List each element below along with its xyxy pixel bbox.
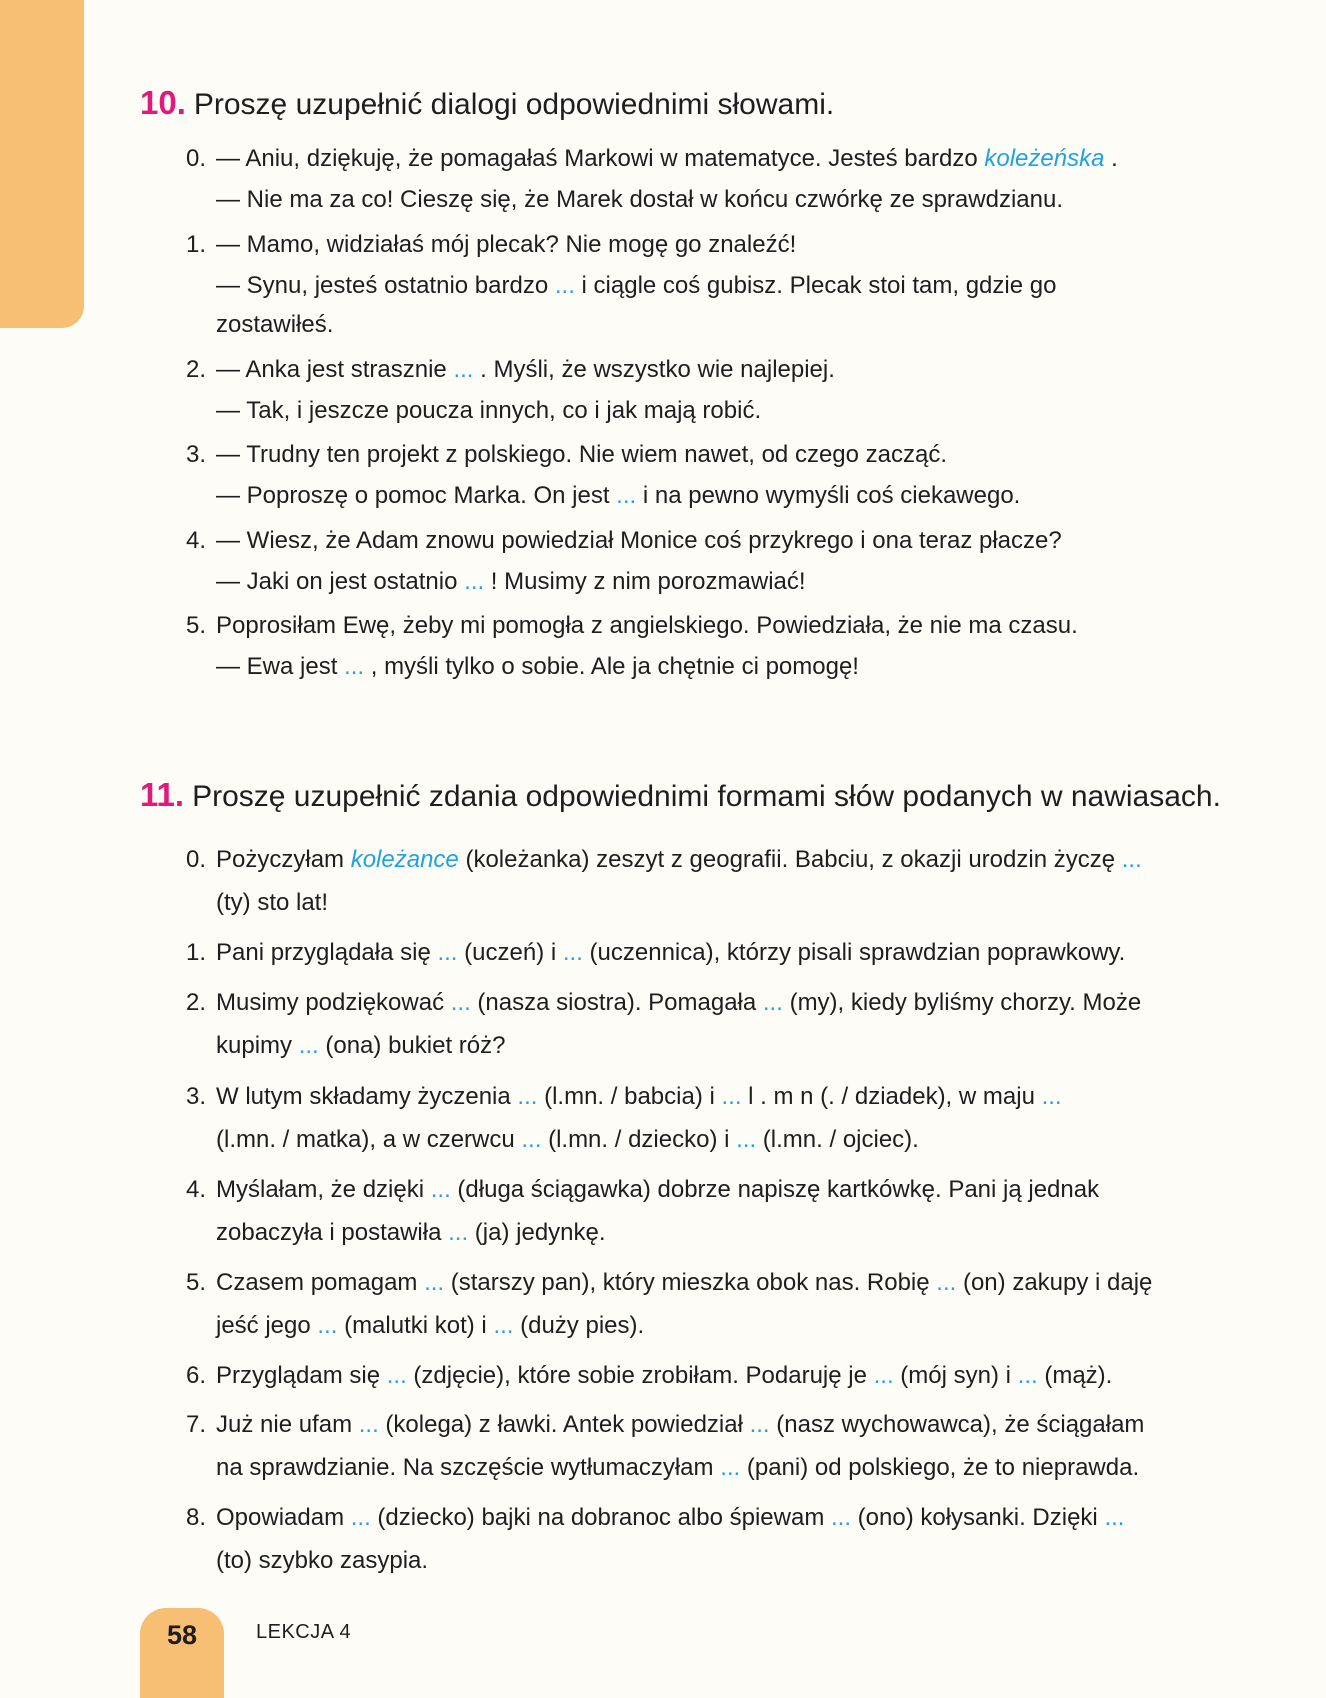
item-number: 3.: [186, 1083, 207, 1110]
blank-gap: ...: [873, 1362, 894, 1389]
ex11-line: [216, 1453, 1139, 1483]
line-text: Już nie ufam: [216, 1411, 359, 1438]
ex11-line: [186, 1361, 1112, 1391]
blank-gap: ...: [554, 272, 575, 299]
ex10-line: [216, 481, 1020, 511]
ex11-line: [186, 1503, 1124, 1533]
exercise-11-number: 11.: [140, 776, 185, 813]
blank-gap: ...: [936, 1269, 957, 1296]
ex11-line: [186, 1175, 1099, 1205]
ex10-line: [186, 355, 835, 385]
line-text: kupimy: [216, 1032, 299, 1059]
line-text: (starszy pan), który mieszka obok nas. Robię: [444, 1269, 937, 1296]
item-number: 0.: [186, 846, 207, 873]
ex10-line: [186, 144, 1118, 174]
blank-gap: ...: [1104, 1504, 1125, 1531]
blank-gap: ...: [762, 989, 783, 1016]
ex10-line: [186, 440, 947, 470]
item-number: 2.: [186, 356, 207, 383]
item-number: 7.: [186, 1411, 207, 1438]
ex11-line: [216, 1125, 919, 1155]
line-text: — Mamo, widziałaś mój plecak? Nie mogę go znaleźć!: [216, 231, 797, 258]
item-number: 8.: [186, 1504, 207, 1531]
line-text: (l.mn. / matka), a w czerwcu: [216, 1126, 522, 1153]
line-text: (nasza siostra). Pomagała: [470, 989, 763, 1016]
item-number: 5.: [186, 1269, 207, 1296]
line-text: Czasem pomagam: [216, 1269, 425, 1296]
line-text: (l.mn. / dziecko) i: [541, 1126, 737, 1153]
line-text: zobaczyła i postawiła: [216, 1219, 449, 1246]
line-text: (uczeń) i: [457, 939, 563, 966]
line-text: (pani) od polskiego, że to nieprawda.: [740, 1454, 1140, 1481]
ex10-line: [186, 611, 1078, 641]
page-number-badge: [140, 1608, 224, 1698]
ex11-line: [216, 888, 328, 918]
exercise-11-heading: [140, 776, 1221, 814]
line-text: (nasz wychowawca), że ściągałam: [769, 1411, 1145, 1438]
line-text: (uczennica), którzy pisali sprawdzian poprawkowy.: [582, 939, 1126, 966]
item-number: 0.: [186, 145, 207, 172]
exercise-10-heading: [140, 84, 834, 122]
line-text: . Myśli, że wszystko wie najlepiej.: [473, 356, 835, 383]
blank-gap: ...: [720, 1454, 741, 1481]
line-text: — Ewa jest: [216, 653, 345, 680]
line-text: (długa ściągawka) dobrze napiszę kartkówkę. Pani ją jednak: [450, 1176, 1100, 1203]
line-text: — Aniu, dziękuję, że pomagałaś Markowi w matematyce. Jesteś bardzo: [216, 145, 985, 172]
line-text: (l.mn. / ojciec).: [756, 1126, 919, 1153]
line-text: W lutym składamy życzenia: [216, 1083, 518, 1110]
item-number: 1.: [186, 231, 207, 258]
line-text: (ono) kołysanki. Dzięki: [851, 1504, 1105, 1531]
example-answer: koleżance: [350, 846, 459, 873]
item-number: 6.: [186, 1362, 207, 1389]
ex10-line: [216, 310, 333, 340]
exercise-10-title: Proszę uzupełnić dialogi odpowiednimi słowami.: [193, 88, 835, 121]
ex10-line: [216, 185, 1063, 215]
line-text: (malutki kot) i: [337, 1312, 494, 1339]
item-number: 5.: [186, 612, 207, 639]
blank-gap: ...: [424, 1269, 445, 1296]
line-text: Opowiadam: [216, 1504, 351, 1531]
line-text: (l.mn. / babcia) i: [537, 1083, 722, 1110]
ex10-line: [216, 567, 806, 597]
line-text: zostawiłeś.: [216, 311, 334, 338]
ex11-line: [216, 1311, 644, 1341]
line-text: Pani przyglądała się: [216, 939, 438, 966]
item-number: 3.: [186, 441, 207, 468]
blank-gap: ...: [1121, 846, 1142, 873]
line-text: (on) zakupy i daję: [956, 1269, 1153, 1296]
blank-gap: ...: [464, 568, 485, 595]
line-text: (mój syn) i: [893, 1362, 1018, 1389]
blank-gap: ...: [344, 653, 365, 680]
ex11-line: [186, 1268, 1152, 1298]
ex11-line: [216, 1031, 505, 1061]
blank-gap: ...: [358, 1411, 379, 1438]
line-text: i ciągle coś gubisz. Plecak stoi tam, gdzie go: [574, 272, 1057, 299]
line-text: na sprawdzianie. Na szczęście wytłumaczyłam: [216, 1454, 721, 1481]
blank-gap: ...: [350, 1504, 371, 1531]
line-text: — Trudny ten projekt z polskiego. Nie wiem nawet, od czego zacząć.: [216, 441, 948, 468]
ex11-line: [186, 845, 1142, 875]
ex11-line: [186, 938, 1125, 968]
line-text: (ona) bukiet róż?: [318, 1032, 506, 1059]
blank-gap: ...: [1041, 1083, 1062, 1110]
corner-tab-decoration: [0, 0, 84, 328]
line-text: — Tak, i jeszcze poucza innych, co i jak mają robić.: [216, 397, 762, 424]
line-text: (koleżanka) zeszyt z geografii. Babciu, z okazji urodzin życzę: [458, 846, 1122, 873]
line-text: Poprosiłam Ewę, żeby mi pomogła z angielskiego. Powiedziała, że nie ma czasu.: [216, 612, 1078, 639]
line-text: — Anka jest strasznie: [216, 356, 454, 383]
ex10-line: [186, 230, 796, 260]
blank-gap: ...: [736, 1126, 757, 1153]
line-text: — Synu, jesteś ostatnio bardzo: [216, 272, 555, 299]
blank-gap: ...: [430, 1176, 451, 1203]
line-text: — Wiesz, że Adam znowu powiedział Monice coś przykrego i ona teraz płacze?: [216, 527, 1062, 554]
blank-gap: ...: [450, 989, 471, 1016]
blank-gap: ...: [1017, 1362, 1038, 1389]
line-text: — Nie ma za co! Cieszę się, że Marek dostał w końcu czwórkę ze sprawdzianu.: [216, 186, 1063, 213]
ex10-line: [216, 396, 761, 426]
ex10-line: [186, 526, 1062, 556]
line-text: i na pewno wymyśli coś ciekawego.: [636, 482, 1021, 509]
example-answer: koleżeńska: [984, 145, 1105, 172]
blank-gap: ...: [448, 1219, 469, 1246]
blank-gap: ...: [562, 939, 583, 966]
page-number: 58: [166, 1620, 198, 1650]
ex11-line: [186, 1410, 1144, 1440]
exercise-10-number: 10.: [140, 84, 186, 121]
line-text: l . m n (. / dziadek), w maju: [741, 1083, 1042, 1110]
item-number: 4.: [186, 527, 207, 554]
line-text: (to) szybko zasypia.: [216, 1547, 429, 1574]
item-number: 4.: [186, 1176, 207, 1203]
item-number: 2.: [186, 989, 207, 1016]
blank-gap: ...: [317, 1312, 338, 1339]
line-text: — Jaki on jest ostatnio: [216, 568, 465, 595]
blank-gap: ...: [831, 1504, 852, 1531]
line-text: , myśli tylko o sobie. Ale ja chętnie ci pomogę!: [364, 653, 859, 680]
line-text: jeść jego: [216, 1312, 318, 1339]
line-text: ! Musimy z nim porozmawiać!: [484, 568, 806, 595]
line-text: — Poproszę o pomoc Marka. On jest: [216, 482, 617, 509]
line-text: Musimy podziękować: [216, 989, 451, 1016]
ex10-line: [216, 652, 859, 682]
blank-gap: ...: [437, 939, 458, 966]
exercise-11-title: Proszę uzupełnić zdania odpowiednimi formami słów podanych w nawiasach.: [192, 780, 1221, 813]
line-text: (mąż).: [1037, 1362, 1113, 1389]
blank-gap: ...: [517, 1083, 538, 1110]
blank-gap: ...: [749, 1411, 770, 1438]
line-text: (my), kiedy byliśmy chorzy. Może: [782, 989, 1142, 1016]
line-text: Pożyczyłam: [216, 846, 351, 873]
line-text: (dziecko) bajki na dobranoc albo śpiewam: [370, 1504, 831, 1531]
blank-gap: ...: [453, 356, 474, 383]
ex10-line: [216, 271, 1056, 301]
line-text: (ja) jedynkę.: [468, 1219, 606, 1246]
blank-gap: ...: [298, 1032, 319, 1059]
ex11-line: [186, 988, 1141, 1018]
ex11-line: [216, 1218, 606, 1248]
line-text: (zdjęcie), które sobie zrobiłam. Podaruję je: [406, 1362, 874, 1389]
blank-gap: ...: [521, 1126, 542, 1153]
blank-gap: ...: [721, 1083, 742, 1110]
ex11-line: [186, 1082, 1062, 1112]
line-text: Przyglądam się: [216, 1362, 387, 1389]
blank-gap: ...: [616, 482, 637, 509]
line-text: (ty) sto lat!: [216, 889, 329, 916]
line-text: (duży pies).: [513, 1312, 645, 1339]
line-text: .: [1104, 145, 1118, 172]
blank-gap: ...: [493, 1312, 514, 1339]
line-text: (kolega) z ławki. Antek powiedział: [378, 1411, 750, 1438]
lesson-label: LEKCJA 4: [256, 1621, 352, 1643]
item-number: 1.: [186, 939, 207, 966]
ex11-line: [216, 1546, 428, 1576]
line-text: Myślałam, że dzięki: [216, 1176, 431, 1203]
blank-gap: ...: [386, 1362, 407, 1389]
